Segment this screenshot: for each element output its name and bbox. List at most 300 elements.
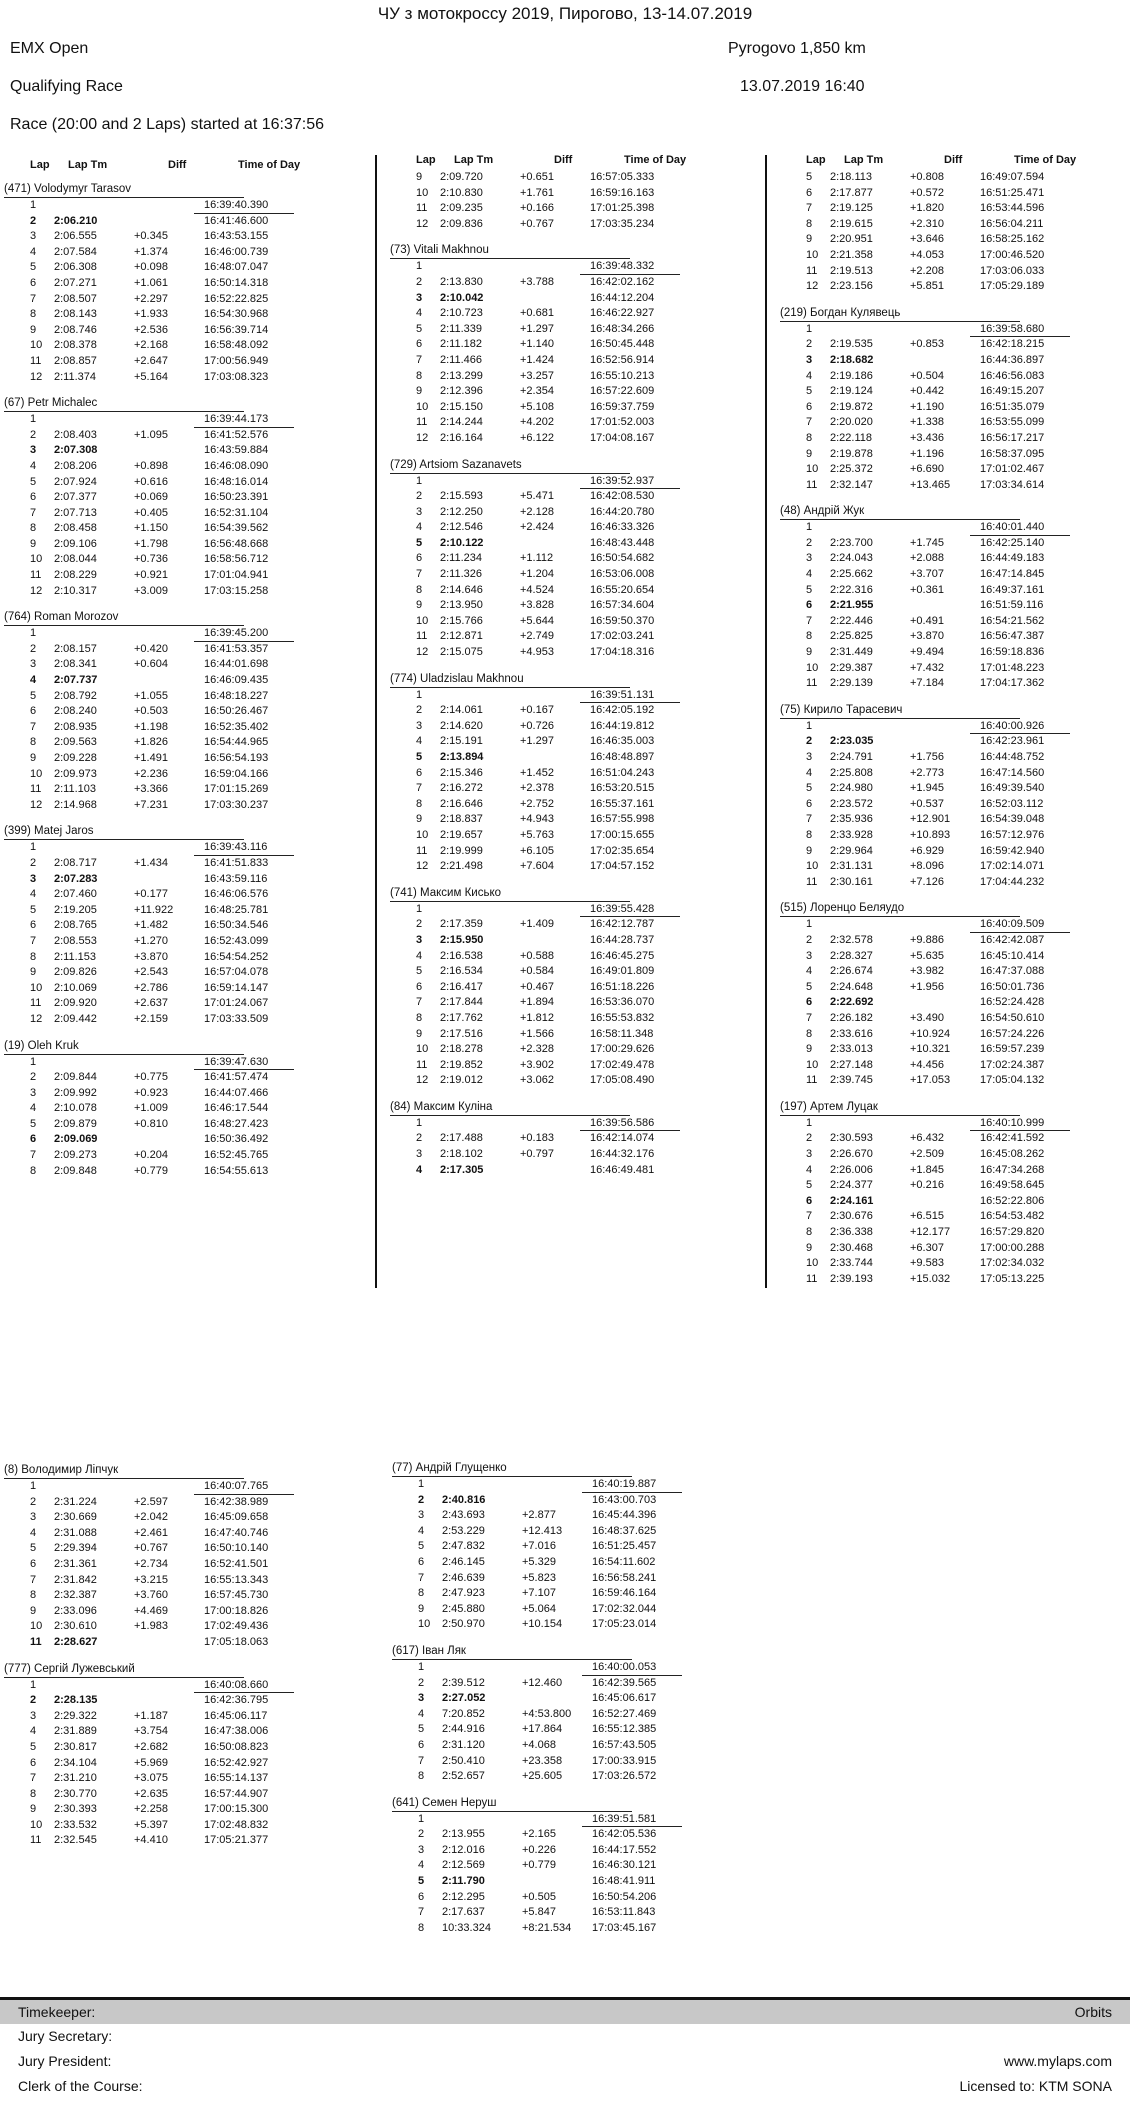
lap-diff: +2.786 bbox=[134, 981, 168, 994]
lap-number: 8 bbox=[418, 1921, 425, 1934]
lap-number: 12 bbox=[30, 798, 43, 811]
lap-time: 2:23.156 bbox=[830, 280, 873, 293]
lap-number: 2 bbox=[418, 1493, 425, 1506]
time-of-day: 16:42:08.530 bbox=[590, 490, 655, 503]
time-of-day: 17:00:15.655 bbox=[590, 828, 655, 841]
session-date: 13.07.2019 16:40 bbox=[740, 78, 865, 95]
lap-row bbox=[4, 965, 359, 981]
lap-number: 12 bbox=[30, 1012, 43, 1025]
time-of-day: 16:46:09.435 bbox=[204, 674, 269, 687]
lap-row bbox=[4, 981, 359, 997]
lap-number: 9 bbox=[418, 1602, 425, 1615]
lap-diff: +2.682 bbox=[134, 1740, 168, 1753]
lap-diff: +3.760 bbox=[134, 1589, 168, 1602]
lap-row bbox=[780, 1272, 1130, 1288]
lap-diff: +1.434 bbox=[134, 856, 168, 869]
lap-header: Lap bbox=[416, 154, 436, 166]
lap-time: 2:31.131 bbox=[830, 860, 873, 873]
lap-time: 2:53.229 bbox=[442, 1524, 485, 1537]
lap-number: 3 bbox=[416, 1148, 423, 1161]
lap-number: 2 bbox=[30, 1694, 37, 1707]
timekeeper-label: Timekeeper: bbox=[18, 2004, 96, 2020]
lap-row bbox=[4, 214, 359, 230]
time-of-day: 16:45:06.617 bbox=[592, 1692, 657, 1705]
lap-diff: +0.420 bbox=[134, 642, 168, 655]
time-of-day: 16:47:37.088 bbox=[980, 965, 1045, 978]
lap-diff: +12.901 bbox=[910, 813, 951, 826]
lap-diff: +1.187 bbox=[134, 1709, 168, 1722]
lap-row bbox=[390, 536, 745, 552]
lap-diff bbox=[910, 719, 970, 735]
lap-row bbox=[780, 1163, 1130, 1179]
lap-time bbox=[440, 688, 520, 704]
lap-diff: +3.870 bbox=[910, 630, 944, 643]
lap-diff: +8.096 bbox=[910, 860, 944, 873]
lap-row bbox=[390, 1163, 745, 1179]
time-of-day: 16:43:53.155 bbox=[204, 230, 269, 243]
time-of-day: 16:53:20.515 bbox=[590, 782, 655, 795]
lap-diff bbox=[134, 673, 194, 689]
lap-row bbox=[392, 1769, 747, 1785]
lap-time: 2:46.639 bbox=[442, 1571, 485, 1584]
lap-diff: +2.773 bbox=[910, 766, 944, 779]
lap-number: 4 bbox=[806, 1163, 813, 1176]
lap-row bbox=[390, 734, 745, 750]
lap-time: 2:08.229 bbox=[54, 569, 97, 582]
lap-number: 7 bbox=[806, 1210, 813, 1223]
tod-header: Time of Day bbox=[238, 159, 301, 171]
lap-row bbox=[4, 354, 359, 370]
lap-row bbox=[780, 828, 1130, 844]
lap-diff: +4.953 bbox=[520, 646, 554, 659]
lap-number: 3 bbox=[30, 1086, 37, 1099]
lap-time: 2:07.377 bbox=[54, 491, 97, 504]
lap-diff: +1.150 bbox=[134, 522, 168, 535]
lap-row bbox=[780, 1027, 1130, 1043]
lap-number: 1 bbox=[30, 627, 37, 640]
lap-diff bbox=[520, 1116, 580, 1132]
column-divider bbox=[375, 155, 377, 1288]
rider-block bbox=[4, 1462, 359, 1651]
time-of-day: 17:00:29.626 bbox=[590, 1043, 655, 1056]
lap-diff: +15.032 bbox=[910, 1272, 951, 1285]
lap-time: 2:31.449 bbox=[830, 646, 873, 659]
lap-number: 12 bbox=[416, 217, 429, 230]
lap-time: 2:33.616 bbox=[830, 1027, 873, 1040]
time-of-day: 16:48:27.423 bbox=[204, 1117, 269, 1130]
lap-row bbox=[780, 1147, 1130, 1163]
lap-row bbox=[780, 750, 1130, 766]
lap-row bbox=[392, 1660, 747, 1676]
lap-row bbox=[4, 1771, 359, 1787]
lap-row bbox=[390, 844, 745, 860]
lap-diff bbox=[910, 353, 970, 369]
lap-diff: +7.184 bbox=[910, 677, 944, 690]
lap-number: 9 bbox=[806, 447, 813, 460]
rider-block bbox=[780, 702, 1130, 891]
lap-diff bbox=[910, 995, 970, 1011]
time-of-day: 16:46:00.739 bbox=[204, 245, 269, 258]
lap-time: 2:17.359 bbox=[440, 918, 483, 931]
lap-row bbox=[4, 443, 359, 459]
lap-number: 2 bbox=[30, 1495, 37, 1508]
lap-time: 2:08.240 bbox=[54, 705, 97, 718]
lap-diff: +12.413 bbox=[522, 1524, 563, 1537]
time-of-day: 17:01:15.269 bbox=[204, 783, 269, 796]
time-of-day: 16:39:43.116 bbox=[194, 840, 294, 856]
lap-time: 2:22.316 bbox=[830, 583, 873, 596]
lap-time: 2:07.460 bbox=[54, 888, 97, 901]
lap-number: 1 bbox=[30, 413, 37, 426]
time-of-day: 16:49:39.540 bbox=[980, 782, 1045, 795]
time-of-day: 16:50:34.546 bbox=[204, 919, 269, 932]
time-of-day: 16:42:36.795 bbox=[204, 1694, 269, 1707]
time-of-day: 16:53:11.843 bbox=[592, 1906, 656, 1919]
lap-diff: +3.707 bbox=[910, 568, 944, 581]
time-of-day: 17:03:15.258 bbox=[204, 584, 269, 597]
lap-row bbox=[4, 370, 359, 386]
time-of-day: 17:00:18.826 bbox=[204, 1604, 269, 1617]
lap-diff: +4.469 bbox=[134, 1604, 168, 1617]
lap-diff: +0.167 bbox=[520, 704, 554, 717]
lap-diff: +2.509 bbox=[910, 1148, 944, 1161]
lap-diff bbox=[910, 322, 970, 338]
lap-diff: +2.378 bbox=[520, 782, 554, 795]
lap-number: 5 bbox=[806, 583, 813, 596]
lap-time: 2:25.372 bbox=[830, 463, 873, 476]
lap-time: 2:08.206 bbox=[54, 459, 97, 472]
lap-row bbox=[780, 933, 1130, 949]
rider-name: (764) Roman Morozov bbox=[4, 609, 244, 626]
lap-diff: +6.122 bbox=[520, 431, 554, 444]
time-of-day: 16:46:06.576 bbox=[204, 888, 269, 901]
lap-time: 2:19.535 bbox=[830, 338, 873, 351]
lap-row bbox=[780, 322, 1130, 338]
lap-time: 2:17.844 bbox=[440, 996, 483, 1009]
lap-number: 10 bbox=[30, 981, 43, 994]
lap-time: 2:11.234 bbox=[440, 552, 483, 565]
lap-diff: +4.068 bbox=[522, 1738, 556, 1751]
lap-row bbox=[4, 1740, 359, 1756]
lap-diff: +0.345 bbox=[134, 230, 168, 243]
lap-diff bbox=[520, 259, 580, 275]
time-of-day: 16:51:25.457 bbox=[592, 1540, 657, 1553]
lap-time: 2:10.830 bbox=[440, 186, 483, 199]
lap-time: 2:15.950 bbox=[440, 933, 484, 946]
time-of-day: 16:40:19.887 bbox=[582, 1477, 682, 1493]
lap-diff: +1.845 bbox=[910, 1163, 944, 1176]
time-of-day: 16:40:00.053 bbox=[582, 1660, 682, 1676]
lap-number: 2 bbox=[30, 1071, 37, 1084]
jury-secretary-label: Jury Secretary: bbox=[18, 2028, 113, 2044]
lap-time: 2:25.662 bbox=[830, 568, 873, 581]
lap-time: 2:23.035 bbox=[830, 735, 874, 748]
lap-row bbox=[392, 1905, 747, 1921]
lap-number: 6 bbox=[416, 338, 423, 351]
time-of-day: 17:02:34.032 bbox=[980, 1257, 1045, 1270]
lap-number: 8 bbox=[416, 1011, 423, 1024]
lap-row bbox=[4, 704, 359, 720]
lap-number: 7 bbox=[416, 782, 423, 795]
lap-number: 2 bbox=[416, 275, 423, 288]
lap-row bbox=[390, 812, 745, 828]
lap-number: 9 bbox=[30, 1803, 37, 1816]
lap-time: 2:08.458 bbox=[54, 522, 97, 535]
lap-number: 2 bbox=[416, 704, 423, 717]
time-of-day: 16:58:25.162 bbox=[980, 233, 1045, 246]
time-of-day: 16:55:12.385 bbox=[592, 1723, 657, 1736]
time-of-day: 16:39:51.581 bbox=[582, 1812, 682, 1828]
lap-row bbox=[390, 583, 745, 599]
rider-name: (75) Кирило Тарасевич bbox=[780, 702, 1020, 719]
lap-time: 2:33.928 bbox=[830, 828, 873, 841]
lap-number: 7 bbox=[416, 353, 423, 366]
time-of-day: 16:39:56.586 bbox=[580, 1116, 680, 1132]
lap-row bbox=[4, 767, 359, 783]
lap-time: 2:32.147 bbox=[830, 478, 873, 491]
lap-row bbox=[780, 337, 1130, 353]
lap-number: 5 bbox=[30, 1542, 37, 1555]
time-of-day: 16:52:35.402 bbox=[204, 720, 269, 733]
lap-row bbox=[780, 661, 1130, 677]
lap-diff: +5.064 bbox=[522, 1602, 556, 1615]
lap-number: 1 bbox=[418, 1478, 425, 1490]
lap-row bbox=[390, 567, 745, 583]
lap-diff: +5.164 bbox=[134, 370, 168, 383]
time-of-day: 16:47:34.268 bbox=[980, 1163, 1045, 1176]
lap-time: 2:08.717 bbox=[54, 856, 97, 869]
lap-time: 2:17.516 bbox=[440, 1027, 483, 1040]
lap-number: 6 bbox=[416, 980, 423, 993]
lap-row bbox=[4, 568, 359, 584]
lap-diff: +1.196 bbox=[910, 447, 944, 460]
results-column-2 bbox=[390, 150, 745, 1178]
lap-number: 3 bbox=[806, 1148, 813, 1161]
lap-number: 1 bbox=[416, 1116, 423, 1129]
rider-block bbox=[392, 1643, 747, 1785]
lap-time: 2:39.193 bbox=[830, 1272, 873, 1285]
rider-name: (515) Лоренцо Беляудо bbox=[780, 900, 1020, 917]
time-of-day: 17:02:49.436 bbox=[204, 1620, 269, 1633]
lap-row bbox=[390, 781, 745, 797]
lap-row bbox=[392, 1827, 747, 1843]
lap-number: 9 bbox=[806, 646, 813, 659]
lap-diff: +2.749 bbox=[520, 630, 554, 643]
time-of-day: 16:59:50.370 bbox=[590, 614, 655, 627]
lap-row bbox=[780, 369, 1130, 385]
lap-time: 2:12.016 bbox=[442, 1843, 485, 1856]
lap-time bbox=[54, 198, 134, 214]
lap-time: 2:30.817 bbox=[54, 1740, 97, 1753]
lap-time: 2:45.880 bbox=[442, 1602, 485, 1615]
time-of-day: 16:52:43.099 bbox=[204, 934, 269, 947]
lap-diff bbox=[522, 1874, 582, 1890]
lap-time: 2:43.693 bbox=[442, 1509, 485, 1522]
column-header-row bbox=[780, 150, 1130, 166]
lap-time: 2:22.118 bbox=[830, 431, 873, 444]
lap-number: 4 bbox=[416, 1163, 423, 1176]
lap-number: 2 bbox=[30, 856, 37, 869]
lap-number: 7 bbox=[806, 614, 813, 627]
lap-time: 2:07.924 bbox=[54, 475, 97, 488]
lap-diff: +3.257 bbox=[520, 369, 554, 382]
lap-header: Lap bbox=[30, 159, 50, 171]
lap-diff: +6.929 bbox=[910, 844, 944, 857]
lap-row bbox=[780, 1131, 1130, 1147]
time-of-day: 16:46:33.326 bbox=[590, 521, 655, 534]
lap-number: 4 bbox=[418, 1859, 425, 1872]
lap-diff bbox=[134, 840, 194, 856]
lap-number: 7 bbox=[30, 292, 37, 305]
lap-row bbox=[390, 275, 745, 291]
lap-diff: +1.198 bbox=[134, 720, 168, 733]
lap-number: 3 bbox=[416, 933, 423, 946]
lap-time: 7:20.852 bbox=[442, 1707, 485, 1720]
lap-diff: +1.112 bbox=[520, 552, 554, 565]
lap-diff: +0.651 bbox=[520, 171, 554, 183]
lap-row bbox=[780, 400, 1130, 416]
lap-time: 2:30.393 bbox=[54, 1803, 97, 1816]
lap-diff: +0.361 bbox=[910, 583, 944, 596]
lap-row bbox=[4, 1117, 359, 1133]
lap-number: 5 bbox=[806, 171, 813, 183]
lap-row bbox=[392, 1676, 747, 1692]
lap-row bbox=[4, 689, 359, 705]
lap-time: 2:10.078 bbox=[54, 1102, 97, 1115]
lap-time: 2:11.374 bbox=[54, 370, 97, 383]
lap-time: 2:50.970 bbox=[442, 1618, 485, 1631]
lap-number: 4 bbox=[30, 245, 37, 258]
lap-row bbox=[390, 964, 745, 980]
lap-row bbox=[780, 598, 1130, 614]
lap-time: 2:11.790 bbox=[442, 1875, 485, 1888]
time-of-day: 16:44:32.176 bbox=[590, 1148, 655, 1161]
lap-time: 2:07.584 bbox=[54, 245, 97, 258]
rider-block bbox=[780, 305, 1130, 494]
website-link[interactable]: www.mylaps.com bbox=[1003, 2053, 1112, 2069]
lap-time: 2:32.578 bbox=[830, 933, 873, 946]
lap-diff: +0.808 bbox=[910, 171, 944, 183]
lap-row bbox=[4, 537, 359, 553]
lap-diff bbox=[522, 1812, 582, 1828]
lap-row bbox=[390, 306, 745, 322]
lap-row bbox=[390, 259, 745, 275]
time-of-day: 16:48:18.227 bbox=[204, 689, 269, 702]
time-of-day: 16:39:40.390 bbox=[194, 198, 294, 214]
lap-diff: +1.491 bbox=[134, 752, 168, 764]
lap-row bbox=[4, 276, 359, 292]
lap-diff bbox=[134, 1132, 194, 1148]
lap-row bbox=[392, 1539, 747, 1555]
lap-number: 7 bbox=[30, 1772, 37, 1785]
rider-block bbox=[390, 457, 745, 661]
lap-diff bbox=[522, 1477, 582, 1493]
lap-row bbox=[780, 478, 1130, 494]
lap-diff: +3.366 bbox=[134, 783, 168, 796]
lap-time: 2:21.358 bbox=[830, 248, 873, 261]
lap-number: 11 bbox=[416, 416, 428, 429]
lap-number: 2 bbox=[30, 642, 37, 655]
lap-row bbox=[390, 917, 745, 933]
lap-time: 2:23.700 bbox=[830, 536, 873, 549]
lap-row bbox=[390, 551, 745, 567]
time-of-day: 17:03:08.323 bbox=[204, 370, 269, 383]
lap-time: 2:09.826 bbox=[54, 966, 97, 979]
diff-header: Diff bbox=[168, 159, 187, 171]
time-of-day: 16:44:20.780 bbox=[590, 505, 655, 518]
lap-row bbox=[390, 337, 745, 353]
time-of-day: 16:59:57.239 bbox=[980, 1043, 1045, 1056]
lap-row bbox=[390, 797, 745, 813]
time-of-day: 16:41:46.600 bbox=[204, 214, 269, 227]
lap-time: 2:29.964 bbox=[830, 844, 873, 857]
lap-row bbox=[4, 338, 359, 354]
time-of-day: 16:55:14.137 bbox=[204, 1772, 269, 1785]
lap-row bbox=[4, 307, 359, 323]
time-of-day: 16:56:48.668 bbox=[204, 537, 269, 550]
time-of-day: 16:59:18.836 bbox=[980, 646, 1045, 659]
lap-row bbox=[4, 1541, 359, 1557]
time-of-day: 17:04:44.232 bbox=[980, 875, 1045, 888]
lap-row bbox=[4, 1495, 359, 1511]
time-of-day: 17:04:08.167 bbox=[590, 431, 655, 444]
lap-number: 6 bbox=[30, 276, 37, 289]
lap-row bbox=[392, 1571, 747, 1587]
lap-diff: +1.820 bbox=[910, 202, 944, 215]
lap-row bbox=[4, 1604, 359, 1620]
lap-diff: +3.009 bbox=[134, 584, 168, 597]
lap-diff: +0.467 bbox=[520, 980, 554, 993]
time-of-day: 16:44:49.183 bbox=[980, 552, 1045, 565]
lap-number: 10 bbox=[30, 1818, 43, 1831]
lap-row bbox=[4, 1055, 359, 1071]
lap-diff: +2.310 bbox=[910, 217, 944, 230]
lap-diff: +0.405 bbox=[134, 506, 168, 519]
lap-diff: +4.410 bbox=[134, 1834, 168, 1847]
lap-number: 9 bbox=[30, 1604, 37, 1617]
time-of-day: 16:50:45.448 bbox=[590, 338, 655, 351]
lap-diff: +4.053 bbox=[910, 248, 944, 261]
lap-diff: +1.374 bbox=[134, 245, 168, 258]
lap-number: 9 bbox=[416, 171, 423, 183]
lap-time: 2:11.326 bbox=[440, 568, 483, 581]
lap-time: 2:21.498 bbox=[440, 860, 483, 873]
lap-diff: +2.088 bbox=[910, 552, 944, 565]
lap-row bbox=[4, 626, 359, 642]
lap-time: 2:15.150 bbox=[440, 400, 483, 413]
lap-time: 2:09.228 bbox=[54, 752, 97, 764]
time-of-day: 16:42:42.087 bbox=[980, 933, 1045, 946]
time-of-day: 16:57:24.226 bbox=[980, 1027, 1045, 1040]
lap-number: 5 bbox=[418, 1875, 425, 1888]
lap-number: 10 bbox=[416, 828, 429, 841]
lap-diff: +3.754 bbox=[134, 1725, 168, 1738]
lap-diff bbox=[134, 1678, 194, 1694]
rider-block bbox=[390, 170, 745, 232]
lap-diff: +2.297 bbox=[134, 292, 168, 305]
rider-block bbox=[780, 170, 1130, 295]
lap-diff: +0.166 bbox=[520, 202, 554, 215]
lap-row bbox=[780, 1241, 1130, 1257]
lap-number: 11 bbox=[416, 202, 428, 215]
lap-number: 12 bbox=[806, 280, 819, 293]
lap-time: 2:07.271 bbox=[54, 276, 97, 289]
lap-number: 4 bbox=[416, 949, 423, 962]
lap-number: 10 bbox=[30, 1620, 43, 1633]
lap-time: 2:22.446 bbox=[830, 614, 873, 627]
lap-number: 11 bbox=[30, 1834, 42, 1847]
lap-time: 2:08.792 bbox=[54, 689, 97, 702]
